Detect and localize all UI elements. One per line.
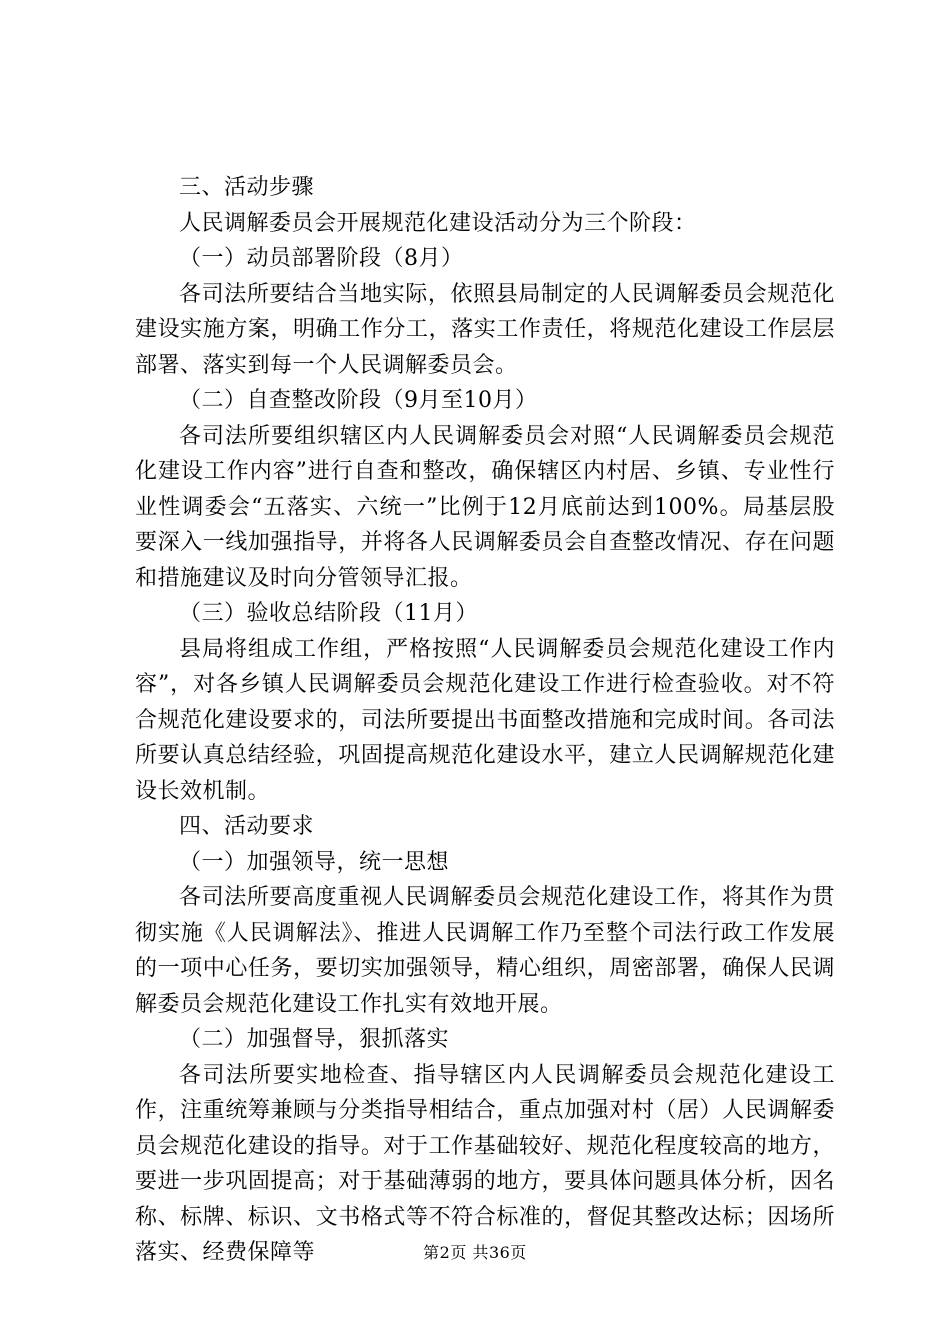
subsection-heading: （二）自查整改阶段（9月至10月） <box>179 388 538 413</box>
body-paragraph: 各司法所要实地检查、指导辖区内人民调解委员会规范化建设工作，注重统筹兼顾与分类指导相结合，重点加强对村（居）人民调解委员会规范化建设的指导。对于工作基础较好、规范化程度较高的地方，要进一步巩固提高；对于基础薄弱的地方，要具体问题具体分析，因名称、标牌、标识、文书格式等不符合标准的，督促其整改达标；因场所落实、经费保障等 <box>135 1062 835 1265</box>
body-paragraph: 各司法所要高度重视人民调解委员会规范化建设工作，将其作为贯彻实施《人民调解法》、推进人民调解工作乃至整个司法行政工作发展的一项中心任务，要切实加强领导，精心组织，周密部署，确保人民调解委员会规范化建设工作扎实有效地开展。 <box>135 885 835 1017</box>
document-body <box>135 170 835 1271</box>
body-paragraph: 县局将组成工作组，严格按照“人民调解委员会规范化建设工作内容”，对各乡镇人民调解委员会规范化建设工作进行检查验收。对不符合规范化建设要求的，司法所要提出书面整改措施和完成时间。各司法所要认真总结经验，巩固提高规范化建设水平，建立人民调解规范化建设长效机制。 <box>135 636 835 804</box>
page-number-footer: 第2页 共36页 <box>423 1243 527 1262</box>
subsection-heading: （一）动员部署阶段（8月） <box>179 246 464 271</box>
section-heading-steps: 三、活动步骤 <box>179 175 315 200</box>
subsection-heading: （一）加强领导，统一思想 <box>179 849 450 875</box>
section-heading-requirements: 四、活动要求 <box>179 814 315 839</box>
subsection-heading: （三）验收总结阶段（11月） <box>179 601 478 626</box>
body-paragraph: 人民调解委员会开展规范化建设活动分为三个阶段： <box>179 210 697 236</box>
body-paragraph: 各司法所要组织辖区内人民调解委员会对照“人民调解委员会规范化建设工作内容”进行自查和整改，确保辖区内村居、乡镇、专业性行业性调委会“五落实、六统一”比例于12月底前达到100%。局基层股要深入一线加强指导，并将各人民调解委员会自查整改情况、存在问题和措施建议及时向分管领导汇报。 <box>135 423 835 591</box>
body-paragraph: 各司法所要结合当地实际，依照县局制定的人民调解委员会规范化建设实施方案，明确工作分工，落实工作责任，将规范化建设工作层层部署、落实到每一个人民调解委员会。 <box>135 281 835 378</box>
subsection-heading: （二）加强督导，狠抓落实 <box>179 1027 450 1052</box>
